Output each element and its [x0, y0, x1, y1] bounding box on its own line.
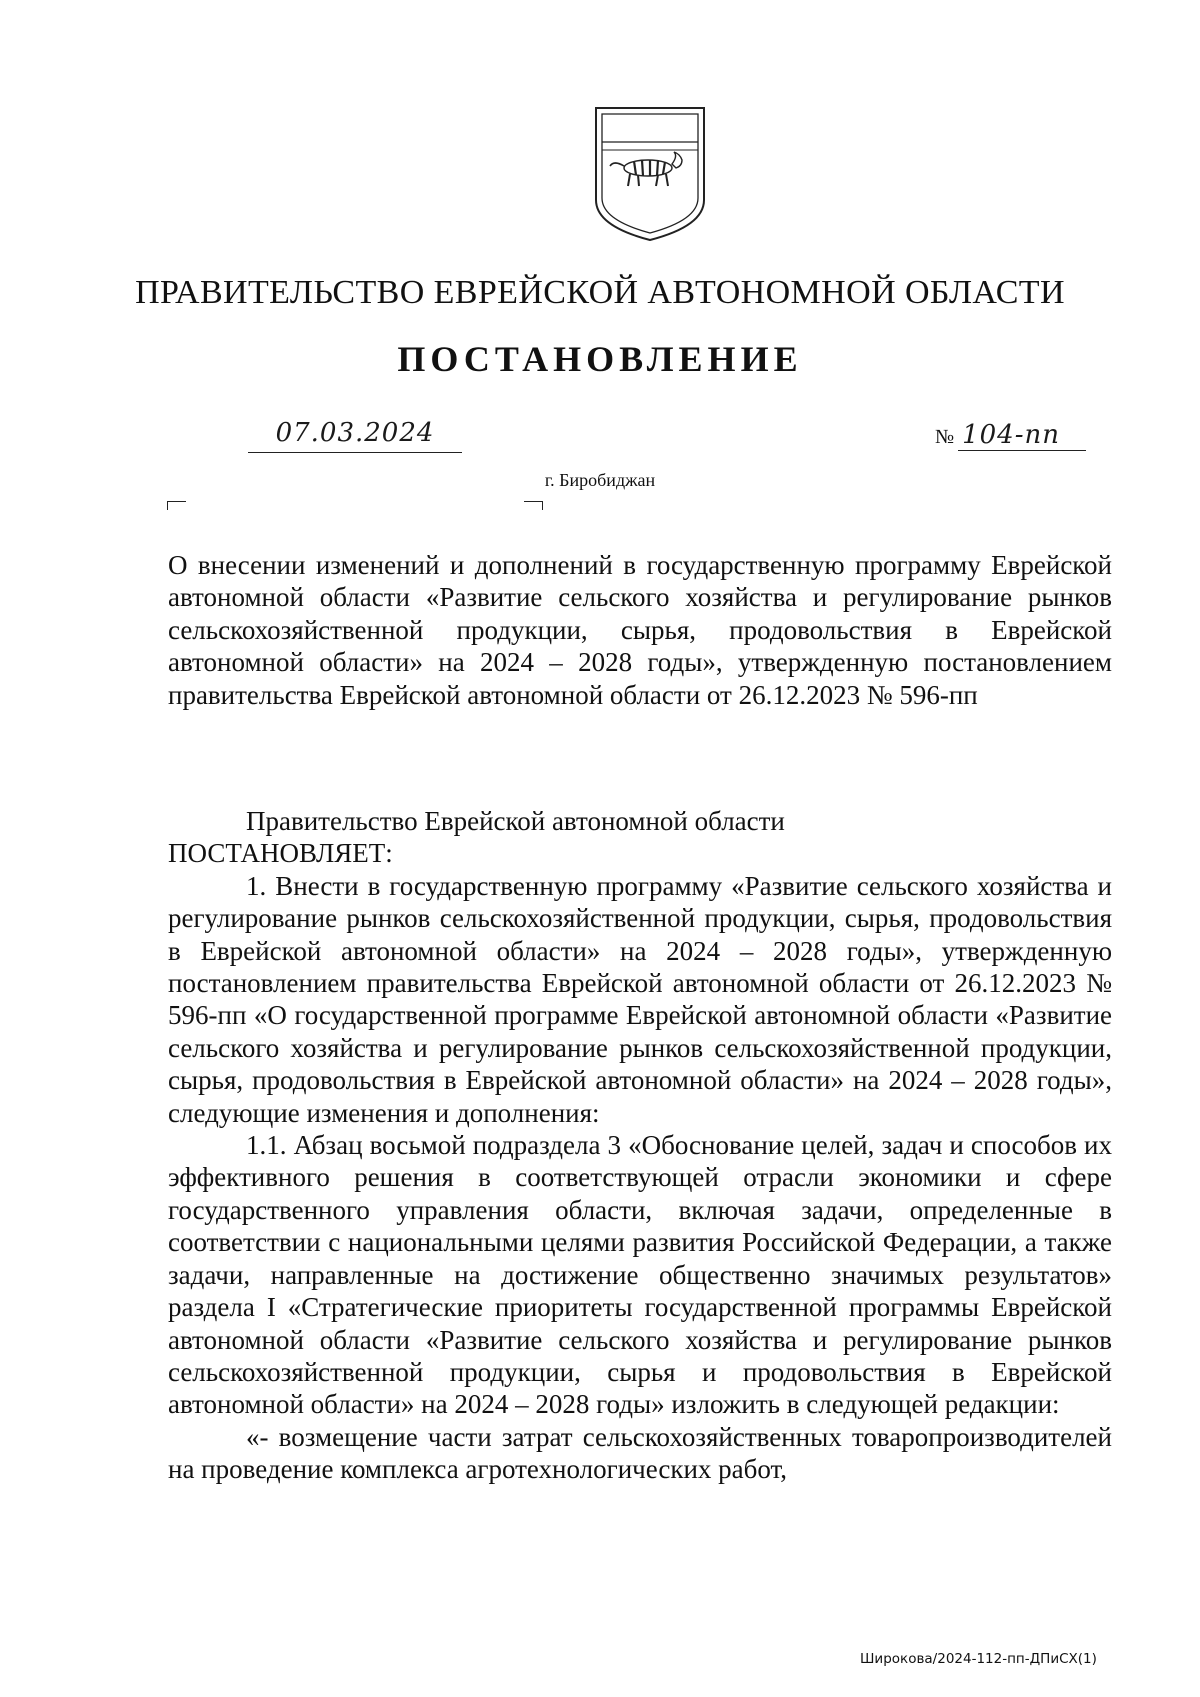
preamble-line-2: ПОСТАНОВЛЯЕТ: — [168, 838, 393, 869]
footer-document-code: Широкова/2024-112-пп-ДПиСХ(1) — [860, 1651, 1097, 1667]
paragraph-quote: «- возмещение части затрат сельскохозяйственных товаропроизводителей на проведение комплекса агротехнологических работ, — [168, 1421, 1112, 1485]
number-label: № — [935, 426, 955, 448]
paragraph-1-1: 1.1. Абзац восьмой подраздела 3 «Обоснование целей, задач и способов их эффективного решения в соответствующей отрасли экономики и сфере государственного управления области, включая задачи, определенные в соответствии с национальными целями развития Российской Федерации, а также задачи, направленные на достижение общественно значимых результатов» раздела I «Стратегические приоритеты государственной программы Еврейской автономной области «Развитие сельского хозяйства и регулирование рынков сельскохозяйственной продукции, сырья и продовольствия в Еврейской автономной области» на 2024 – 2028 годы» изложить в следующей редакции: — [168, 1130, 1112, 1420]
tiger-icon — [610, 152, 682, 186]
date-value: 07.03.2024 — [275, 418, 435, 448]
document-type: ПОСТАНОВЛЕНИЕ — [397, 339, 803, 379]
government-title: ПРАВИТЕЛЬСТВО ЕВРЕЙСКОЙ АВТОНОМНОЙ ОБЛАСТИ — [135, 274, 1065, 311]
document-subject: О внесении изменений и дополнений в государственную программу Еврейской автономной области «Развитие сельского хозяйства и регулирование рынков сельскохозяйственной продукции, сырья, продовольствия в Еврейской автономной области» на 2024 – 2028 годы», утвержденную постановлением правительства Еврейской автономной области от 26.12.2023 № 596-пп — [168, 550, 1112, 710]
preamble-line-1: Правительство Еврейской автономной области — [246, 806, 785, 836]
city: г. Биробиджан — [544, 470, 656, 490]
paragraph-1: 1. Внести в государственную программу «Развитие сельского хозяйства и регулирование рынков сельскохозяйственной продукции, сырья, продовольствия в Еврейской автономной области» на 2024 – 2028 годы», утвержденную постановлением правительства Еврейской автономной области от 26.12.2023 № 596-пп «О государственной программе Еврейской автономной области «Развитие сельского хозяйства и регулирование рынков сельскохозяйственной продукции, сырья, продовольствия в Еврейской автономной области» на 2024 – 2028 годы», следующие изменения и дополнения: — [168, 870, 1112, 1128]
subject-corner-right — [524, 501, 543, 510]
document-date — [248, 418, 462, 453]
number-value: 104-пп — [958, 420, 1086, 451]
document-number — [935, 420, 1086, 451]
document-body — [168, 805, 1112, 1486]
subject-corner-left — [167, 501, 186, 510]
coat-of-arms-icon — [592, 104, 708, 244]
